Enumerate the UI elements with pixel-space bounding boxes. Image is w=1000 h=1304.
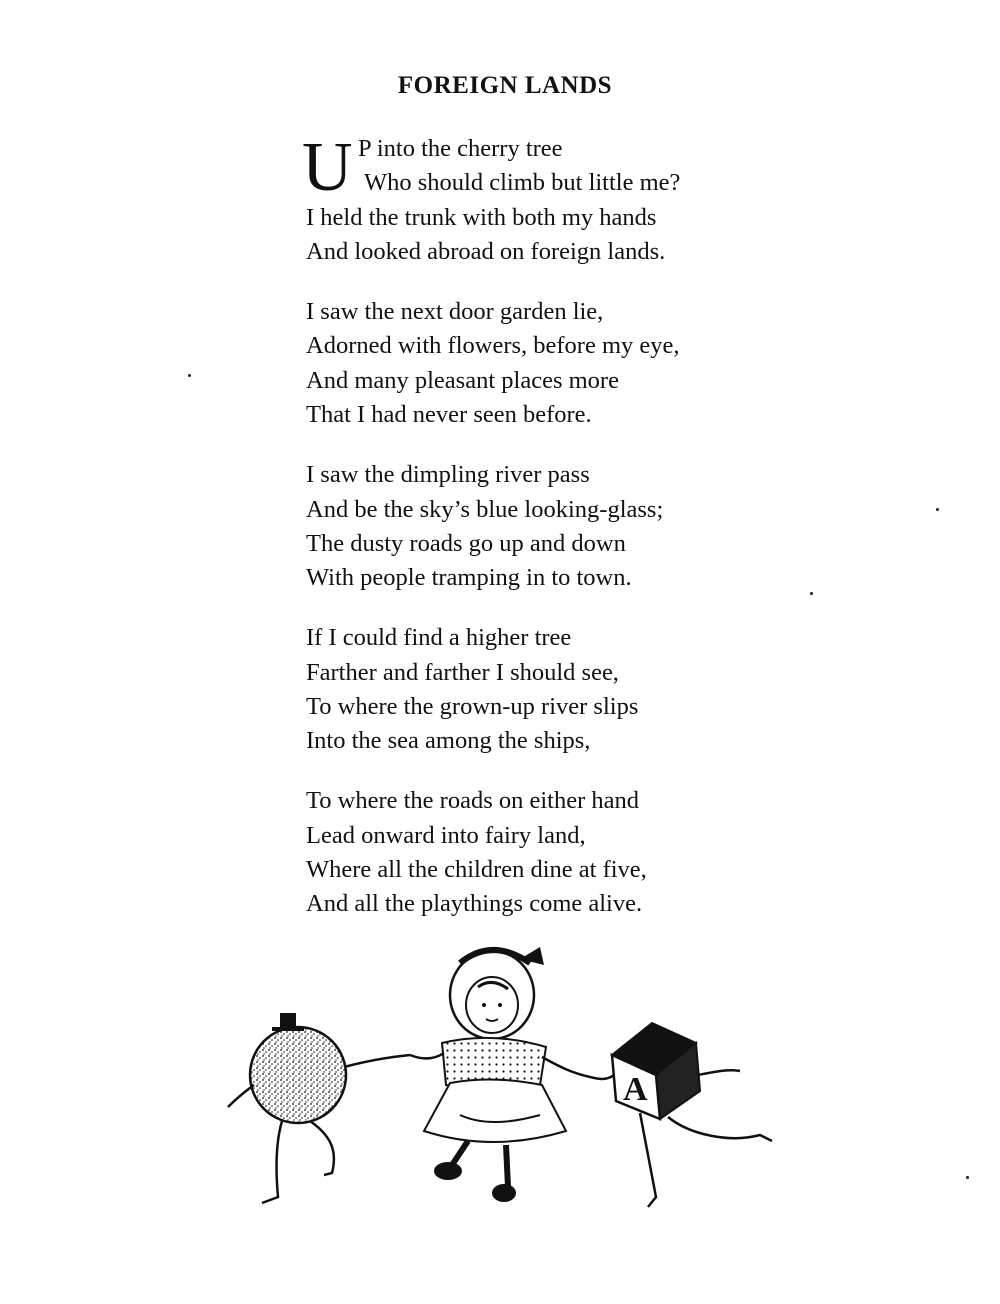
poem-line: If I could find a higher tree [306, 624, 572, 652]
ball-character [228, 1013, 410, 1203]
poem-title: FOREIGN LANDS [397, 72, 613, 99]
stanza-1 [302, 129, 786, 270]
stanza-5 [306, 784, 786, 922]
poem-line: P into the cherry tree [358, 135, 563, 162]
top-hat-icon [280, 1013, 296, 1029]
poem-line: Who should climb but little me? [364, 169, 681, 197]
stanza-2 [306, 295, 786, 433]
stanza-4 [306, 621, 786, 759]
poem-line: And looked abroad on foreign lands. [306, 238, 666, 266]
doll-face [466, 977, 518, 1033]
poem-line: And many pleasant places more [306, 366, 619, 394]
poem-line: I held the trunk with both my hands [306, 203, 657, 231]
stanza-3 [306, 458, 786, 596]
shoe-icon [492, 1184, 516, 1202]
poem-line: I saw the next door garden lie, [306, 298, 604, 326]
page-speck [966, 1176, 969, 1179]
doll-skirt [424, 1079, 566, 1142]
page-speck [810, 592, 813, 595]
block-letter: A [623, 1071, 648, 1108]
alphabet-block-character [590, 1023, 772, 1207]
poem-line: To where the grown-up river slips [306, 692, 639, 720]
poem-line: To where the roads on either hand [306, 787, 639, 815]
page-speck [936, 508, 939, 511]
shoe-icon [434, 1162, 462, 1180]
poem-line: I saw the dimpling river pass [306, 461, 590, 489]
poem-line: Lead onward into fairy land, [306, 821, 586, 849]
page-speck [188, 374, 191, 377]
drop-cap: U [302, 129, 353, 206]
poem-line: That I had never seen before. [306, 401, 592, 429]
poem-body [302, 129, 786, 947]
poem-line: Where all the children dine at five, [306, 856, 647, 884]
poem-line: With people tramping in to town. [306, 564, 632, 592]
poem-line: The dusty roads go up and down [306, 529, 626, 557]
poem-line: Adorned with flowers, before my eye, [306, 332, 680, 360]
doll-character [410, 947, 590, 1202]
dancing-toys-illustration [220, 935, 800, 1225]
poem-line: And all the playthings come alive. [306, 890, 643, 918]
poem-line: Farther and farther I should see, [306, 658, 619, 686]
ball-body [250, 1027, 346, 1123]
poem-line: Into the sea among the ships, [306, 727, 591, 755]
poem-line: And be the sky’s blue looking-glass; [306, 495, 664, 523]
